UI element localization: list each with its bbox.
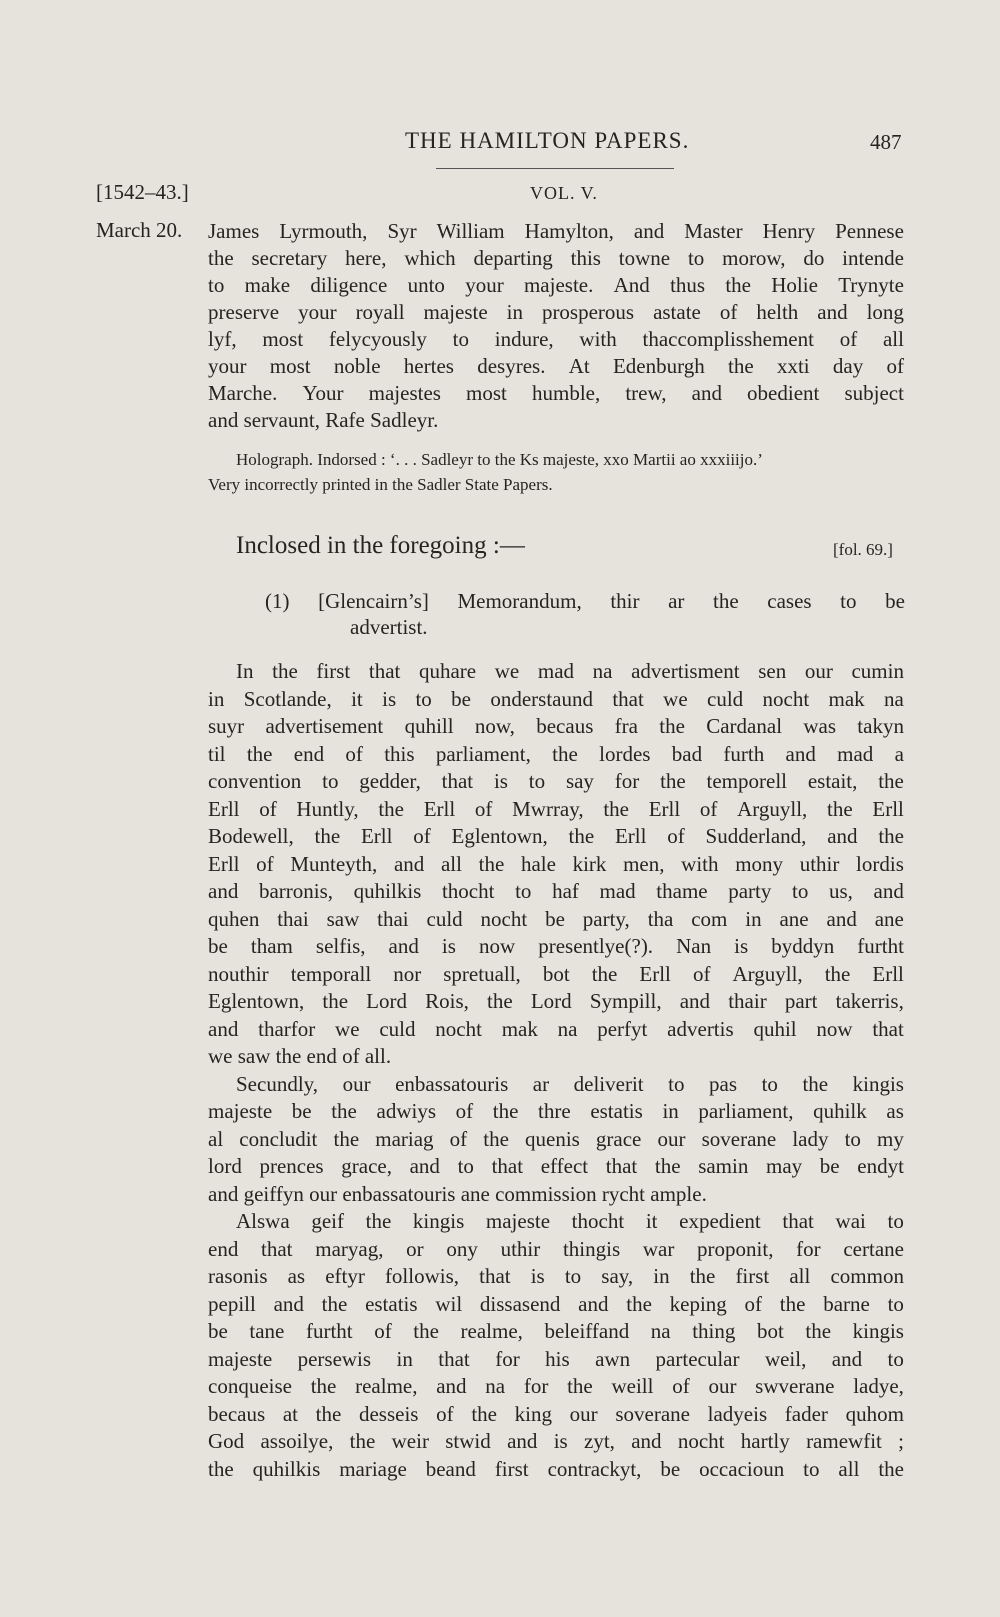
- body-line: [0, 1236, 1000, 1264]
- body-line-text: we saw the end of all.: [208, 1044, 392, 1068]
- body-line: [0, 1208, 1000, 1236]
- body-line-text: be tane furtht of the realme, beleiffand na thing bot the kingis: [208, 1319, 904, 1343]
- letter-line-text: preserve your royall majeste in prosperous astate of helth and long: [208, 300, 904, 324]
- letter-line: [0, 218, 1000, 246]
- body-line-text: majeste persewis in that for his awn partecular weil, and to: [208, 1346, 904, 1371]
- body-line: [0, 796, 1000, 824]
- body-line-text: Eglentown, the Lord Rois, the Lord Sympill, and thair part takerris,: [208, 989, 904, 1013]
- letter-line: [0, 299, 1000, 327]
- letter-line-text: to make diligence unto your majeste. And thus the Holie Trynyte: [208, 273, 904, 297]
- body-line-text: the quhilkis mariage beand first contrackyt, be occacioun to all the: [208, 1456, 904, 1481]
- memo-line-text: (1) [Glencairn’s] Memorandum, thir ar the cases to be: [265, 589, 905, 613]
- body-line-text: becaus at the desseis of the king our soverane ladyeis fader quhom: [208, 1401, 904, 1426]
- letter-line: [0, 326, 1000, 354]
- notes-line: [0, 472, 1000, 500]
- body-line: [0, 1098, 1000, 1126]
- body-line-text: end that maryag, or ony uthir thingis war proponit, for certane: [208, 1236, 904, 1261]
- body-line-text: til the end of this parliament, the lordes bad furth and mad a: [208, 741, 904, 766]
- body-line-text: in Scotlande, it is to be onderstaund that we culd nocht mak na: [208, 686, 904, 711]
- body-line: [0, 713, 1000, 741]
- memo-line: [0, 614, 1000, 642]
- body-line: [0, 1153, 1000, 1181]
- body-line-text: lord prences grace, and to that effect that the samin may be endyt: [208, 1154, 904, 1178]
- volume-label: VOL. V.: [530, 183, 598, 203]
- body-line-text: pepill and the estatis wil dissasend and the keping of the barne to: [208, 1291, 904, 1316]
- letter-line: [0, 380, 1000, 408]
- letter-line: [0, 353, 1000, 381]
- body-line: [0, 1181, 1000, 1209]
- body-line-text: al concludit the mariag of the quenis grace our soverane lady to my: [208, 1126, 904, 1151]
- running-header: THE HAMILTON PAPERS.: [405, 128, 690, 153]
- body-line: [0, 906, 1000, 934]
- header-rule: [436, 168, 674, 169]
- page-number: 487: [870, 130, 902, 154]
- letter-line-text: lyf, most felycyously to indure, with thaccomplisshement of all: [208, 327, 904, 351]
- notes-line-text: Holograph. Indorsed : ‘. . . Sadleyr to the Ks majeste, xxo Martii ao xxxiiijo.’: [236, 450, 763, 469]
- letter-line-text: the secretary here, which departing this towne to morow, do intende: [208, 246, 904, 270]
- memo-line-text: advertist.: [350, 615, 428, 639]
- margin-year: [1542–43.]: [96, 180, 189, 204]
- body-line: [0, 1346, 1000, 1374]
- body-line-text: Secundly, our enbassatouris ar deliverit to pas to the kingis: [236, 1071, 904, 1096]
- section-heading: Inclosed in the foregoing :—: [236, 532, 525, 559]
- letter-line: [0, 407, 1000, 435]
- body-line-text: be tham selfis, and is now presentlye(?). Nan is byddyn furtht: [208, 934, 904, 958]
- body-line-text: Bodewell, the Erll of Eglentown, the Erll of Sudderland, and the: [208, 824, 904, 848]
- body-line-text: Alswa geif the kingis majeste thocht it expedient that wai to: [236, 1209, 904, 1233]
- body-line: [0, 1373, 1000, 1401]
- letter-line: [0, 245, 1000, 273]
- body-line: [0, 961, 1000, 989]
- memo-line: [0, 588, 1000, 616]
- body-line-text: suyr advertisement quhill now, becaus fra the Cardanal was takyn: [208, 714, 904, 738]
- body-line-text: and geiffyn our enbassatouris ane commission rycht ample.: [208, 1181, 707, 1206]
- letter-line-text: your most noble hertes desyres. At Edenburgh the xxti day of: [208, 354, 904, 378]
- body-line-text: majeste be the adwiys of the thre estatis in parliament, quhilk as: [208, 1099, 904, 1123]
- notes-line: [0, 447, 1000, 475]
- body-line: [0, 1126, 1000, 1154]
- body-line-text: conqueise the realme, and na for the weill of our swverane ladye,: [208, 1374, 904, 1398]
- body-line: [0, 686, 1000, 714]
- body-line: [0, 1318, 1000, 1346]
- body-line-text: convention to gedder, that is to say for the temporell estait, the: [208, 769, 904, 793]
- body-line-text: quhen thai saw thai culd nocht be party, tha com in ane and ane: [208, 906, 904, 931]
- body-line: [0, 1071, 1000, 1099]
- body-line: [0, 1401, 1000, 1429]
- entry-date: March 20.: [96, 218, 183, 242]
- body-line-text: God assoilye, the weir stwid and is zyt, and nocht hartly ramewfit ;: [208, 1429, 904, 1453]
- body-line: [0, 1291, 1000, 1319]
- body-line: [0, 823, 1000, 851]
- body-line-text: In the first that quhare we mad na advertisment sen our cumin: [236, 659, 904, 683]
- body-line-text: and tharfor we culd nocht mak na perfyt advertis quhil now that: [208, 1016, 904, 1041]
- body-line: [0, 988, 1000, 1016]
- body-line-text: rasonis as eftyr followis, that is to say, in the first all common: [208, 1264, 904, 1288]
- body-line: [0, 851, 1000, 879]
- letter-line-text: and servaunt, Rafe Sadleyr.: [208, 408, 439, 432]
- body-line: [0, 768, 1000, 796]
- body-line: [0, 741, 1000, 769]
- body-line: [0, 1456, 1000, 1484]
- body-line: [0, 1428, 1000, 1456]
- letter-line-text: James Lyrmouth, Syr William Hamylton, and Master Henry Pennese: [208, 219, 904, 243]
- body-line-text: and barronis, quhilkis thocht to haf mad thame party to us, and: [208, 879, 904, 903]
- letter-line-text: Marche. Your majestes most humble, trew, and obedient subject: [208, 381, 904, 405]
- body-line-text: nouthir temporall nor spretuall, bot the Erll of Arguyll, the Erll: [208, 961, 904, 986]
- body-line: [0, 658, 1000, 686]
- body-line: [0, 1016, 1000, 1044]
- body-line: [0, 1263, 1000, 1291]
- body-line-text: Erll of Munteyth, and all the hale kirk men, with mony uthir lordis: [208, 851, 904, 876]
- body-line: [0, 878, 1000, 906]
- body-line: [0, 1043, 1000, 1071]
- notes-line-text: Very incorrectly printed in the Sadler State Papers.: [208, 475, 553, 494]
- folio-reference: [fol. 69.]: [833, 540, 893, 559]
- body-line-text: Erll of Huntly, the Erll of Mwrray, the Erll of Arguyll, the Erll: [208, 796, 904, 821]
- body-line: [0, 933, 1000, 961]
- letter-line: [0, 272, 1000, 300]
